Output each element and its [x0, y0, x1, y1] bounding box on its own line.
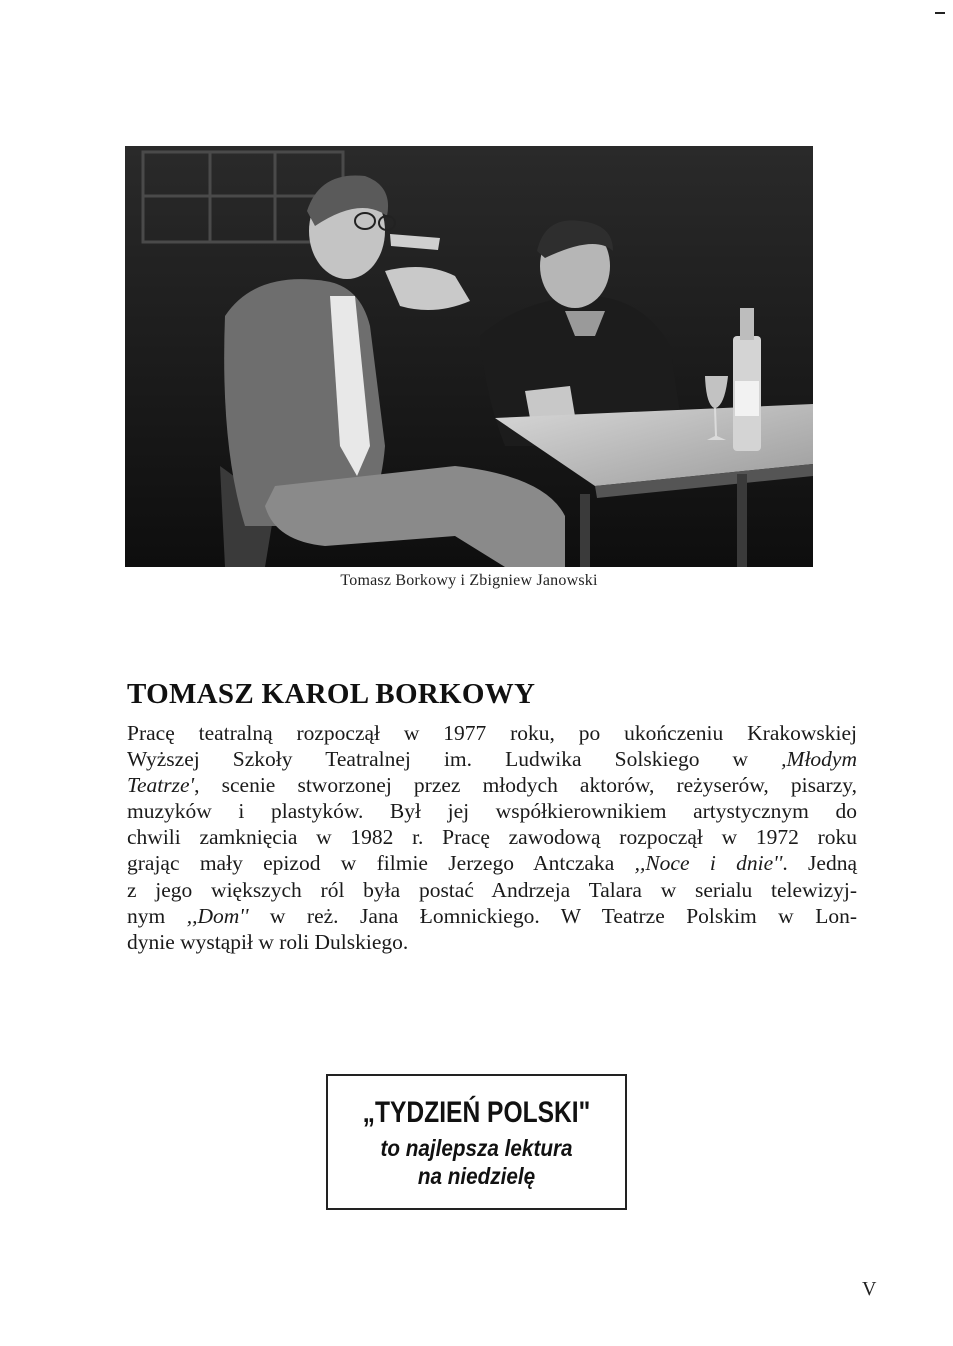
ad-title: „TYDZIEŃ POLSKI"	[362, 1096, 591, 1129]
photograph	[125, 146, 813, 567]
corner-mark	[935, 12, 945, 14]
bio-line: Wyższej Szkoły Teatralnej im. Ludwika Solskiego w ,Młodym	[127, 747, 857, 772]
bio-line: Teatrze', scenie stworzonej przez młodych aktorów, reżyserów, pisarzy,	[127, 773, 857, 798]
film-title-italic: ,,Noce i dnie''	[634, 851, 783, 876]
bio-line: dynie wystąpił w roli Dulskiego.	[127, 929, 409, 954]
bio-line: nym ,,Dom'' w reż. Jana Łomnickiego. W Teatrze Polskim w Lon-	[127, 903, 857, 928]
photo-illustration	[125, 146, 813, 567]
theatre-name-italic: ,Młodym	[781, 747, 857, 772]
theatre-name-italic: Teatrze'	[127, 773, 195, 798]
ad-slogan-line: na niedzielę	[417, 1163, 536, 1189]
bio-line: Pracę teatralną rozpoczął w 1977 roku, po ukończeniu Krakowskiej	[127, 721, 857, 745]
ad-slogan-line: to najlepsza lektura	[380, 1135, 573, 1161]
bio-line: grając mały epizod w filmie Jerzego Antczaka ,,Noce i dnie''. Jedną	[127, 851, 857, 876]
page-number: V	[862, 1278, 877, 1300]
bio-text	[127, 720, 857, 955]
newspaper-ad-box	[326, 1074, 627, 1210]
bio-line: z jego większych ról była postać Andrzeja Talara w serialu telewizyj-	[127, 877, 857, 902]
photo-caption: Tomasz Borkowy i Zbigniew Janowski	[340, 572, 598, 589]
bio-name-heading: TOMASZ KAROL BORKOWY	[127, 678, 536, 710]
bio-line: muzyków i plastyków. Był jej współkierownikiem artystycznym do	[127, 799, 857, 824]
bio-line: chwili zamknięcia w 1982 r. Pracę zawodową rozpoczął w 1972 roku	[127, 825, 857, 850]
series-title-italic: ,,Dom''	[186, 903, 249, 928]
